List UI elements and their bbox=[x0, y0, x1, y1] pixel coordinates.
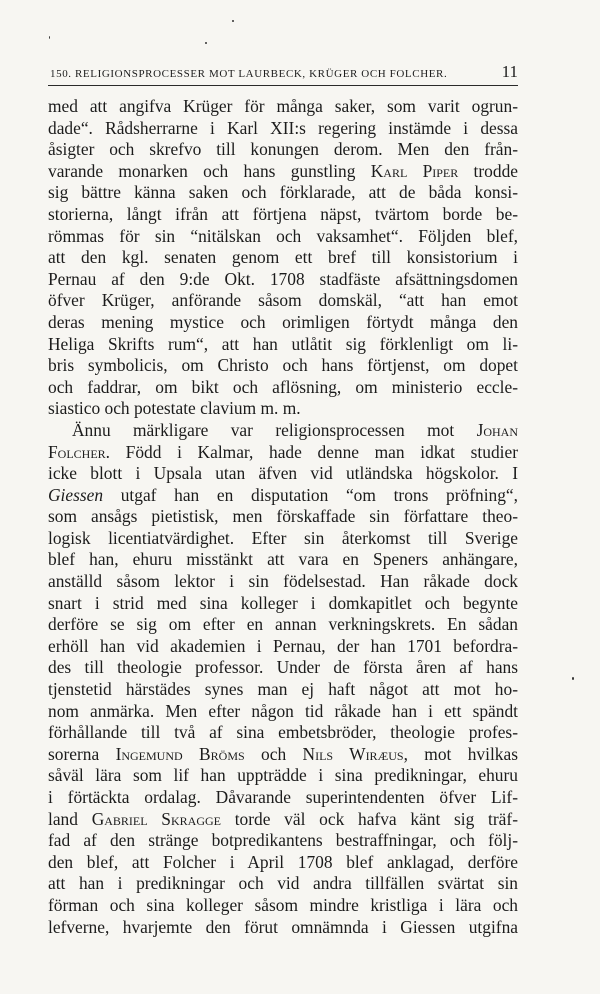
text-run: blef han, ehuru misstänkt att vara en Speners anhängare, bbox=[48, 549, 518, 570]
text-run: lefverne, hvarjemte den förut omnämnda i Giessen utgifna bbox=[48, 916, 518, 937]
text-line bbox=[48, 161, 518, 183]
text-line bbox=[48, 765, 518, 787]
running-title: 150. RELIGIONSPROCESSER MOT LAURBECK, KRÜGER OCH FOLCHER. bbox=[50, 68, 448, 80]
text-run: att han i predikningar och vid andra tillfällen svärtat sin bbox=[48, 873, 518, 894]
text-run: Folcher bbox=[48, 441, 106, 462]
text-run: . Född i Kalmar, hade denne man idkat studier bbox=[105, 441, 518, 462]
text-run: som ansågs pietistisk, men förskaffade sin författare theo- bbox=[48, 506, 518, 527]
text-run: och bbox=[244, 743, 303, 764]
text-run: bris symbolicis, om Christo och hans förtjenst, om dopet bbox=[48, 355, 518, 376]
text-run: storierna, långt ifrån att förtjena näpst, tvärtom borde be- bbox=[48, 203, 518, 224]
text-line bbox=[48, 290, 518, 312]
text-line bbox=[48, 463, 518, 485]
text-line bbox=[48, 895, 518, 917]
text-run: utgaf han en disputation “om trons pröfning“, bbox=[103, 484, 518, 505]
text-line bbox=[48, 809, 518, 831]
text-line bbox=[48, 312, 518, 334]
text-run: Giessen bbox=[48, 484, 104, 505]
text-run: , mot hvilkas bbox=[403, 743, 518, 764]
text-line bbox=[48, 744, 518, 766]
text-line bbox=[48, 226, 518, 248]
scan-speck bbox=[232, 20, 234, 22]
text-run: torde väl ock hafva känt sig träf- bbox=[220, 808, 518, 829]
text-line bbox=[48, 139, 518, 161]
text-line bbox=[48, 830, 518, 852]
text-run: snart i strid med sina kolleger i domkapitlet och begynte bbox=[48, 592, 518, 613]
text-line bbox=[48, 182, 518, 204]
text-run: Karl Piper bbox=[370, 160, 459, 181]
text-run: och faddrar, om bikt och aflösning, om ministerio eccle- bbox=[48, 376, 518, 397]
text-line bbox=[48, 852, 518, 874]
text-run: römmas för sin “nitälskan och vaksamhet“. Följden blef, bbox=[48, 225, 518, 246]
text-line bbox=[48, 873, 518, 895]
text-run: åsigter och skrefvo till konungen derom. Men den från- bbox=[48, 139, 518, 160]
text-run: Johan bbox=[476, 419, 518, 440]
text-run: nom anmärka. Men efter någon tid råkade han i ett spändt bbox=[48, 700, 518, 721]
text-line bbox=[48, 118, 518, 140]
text-run: Heliga Skrifts rum“, att han utlåtit sig förklenligt om li- bbox=[48, 333, 518, 354]
text-run: derföre se sig om efter en annan verkningskrets. En sådan bbox=[48, 614, 518, 635]
text-run: såväl lära som lif han uppträdde i sina predikningar, ehuru bbox=[48, 765, 518, 786]
text-line bbox=[48, 528, 518, 550]
text-line bbox=[48, 420, 518, 442]
text-line bbox=[48, 355, 518, 377]
text-line bbox=[48, 571, 518, 593]
text-run: tjenstetid härstädes synes man ej haft något att mot ho- bbox=[48, 679, 518, 700]
scan-speck bbox=[572, 677, 574, 680]
text-line bbox=[48, 679, 518, 701]
text-run: varande monarken och hans gunstling bbox=[48, 160, 371, 181]
text-line bbox=[48, 506, 518, 528]
text-run: land bbox=[48, 808, 92, 829]
text-line bbox=[48, 593, 518, 615]
text-line bbox=[48, 204, 518, 226]
text-run: trodde bbox=[458, 160, 518, 181]
text-run: förman och sina kolleger såsom mindre kristliga i lära och bbox=[48, 894, 518, 915]
scan-speck bbox=[49, 36, 50, 39]
text-run: siastico och potestate clavium m. m. bbox=[48, 398, 301, 419]
text-line bbox=[48, 917, 518, 939]
text-run: den blef, att Folcher i April 1708 blef anklagad, derföre bbox=[48, 851, 518, 872]
page-number: 11 bbox=[501, 62, 518, 81]
text-run: des till theologie professor. Under de första åren af hans bbox=[48, 657, 518, 678]
text-line bbox=[48, 247, 518, 269]
text-line bbox=[48, 614, 518, 636]
text-line bbox=[48, 334, 518, 356]
text-run: förhållande till två af sina embetsbröder, theologie profes- bbox=[48, 722, 518, 743]
text-run: anställd såsom lektor i sin födelsestad. Han råkade dock bbox=[48, 571, 518, 592]
text-line bbox=[48, 442, 518, 464]
text-line bbox=[48, 485, 518, 507]
text-line bbox=[48, 722, 518, 744]
header-rule bbox=[48, 85, 518, 86]
text-line bbox=[48, 96, 518, 118]
text-run: i förtäckta ordalag. Dåvarande superintendenten öfver Lif- bbox=[48, 787, 518, 807]
text-run: Nils Wiræus bbox=[302, 743, 404, 764]
text-line bbox=[48, 377, 518, 399]
text-run: sorerna bbox=[48, 743, 116, 764]
text-run: erhöll han vid akademien i Pernau, der han 1701 befordra- bbox=[48, 635, 518, 656]
text-run: Pernau af den 9:de Okt. 1708 stadfäste afsättningsdomen bbox=[48, 268, 518, 289]
text-run: logisk licentiatvärdighet. Efter sin återkomst till Sverige bbox=[48, 527, 518, 548]
text-run: Ännu märkligare var religionsprocessen mot bbox=[72, 419, 477, 440]
body-text bbox=[48, 96, 518, 938]
text-run: öfver Krüger, anförande såsom domskäl, “att han emot bbox=[48, 290, 518, 311]
text-line bbox=[48, 636, 518, 658]
text-run: att den kgl. senaten genom ett bref till konsistorium i bbox=[48, 247, 518, 268]
text-run: Gabriel Skragge bbox=[91, 808, 221, 829]
text-run: icke blott i Upsala utan äfven vid utländska högskolor. I bbox=[48, 463, 518, 484]
text-line bbox=[48, 398, 518, 420]
scan-speck bbox=[205, 42, 207, 44]
text-line bbox=[48, 787, 518, 809]
text-run: dade“. Rådsherrarne i Karl XII:s regering instämde i dessa bbox=[48, 117, 518, 138]
text-line bbox=[48, 549, 518, 571]
text-line bbox=[48, 269, 518, 291]
text-run: deras mening mystice och orimligen förtydt många den bbox=[48, 311, 518, 332]
text-line bbox=[48, 657, 518, 679]
text-line bbox=[48, 701, 518, 723]
text-run: fad af den stränge botpredikantens bestraffningar, och följ- bbox=[48, 830, 518, 851]
text-run: med att angifva Krüger för många saker, som varit ogrun- bbox=[48, 96, 518, 116]
running-header bbox=[50, 64, 518, 84]
text-run: sig bättre känna saken och förklarade, att de båda konsi- bbox=[48, 182, 518, 203]
text-run: Ingemund Bröms bbox=[115, 743, 245, 764]
